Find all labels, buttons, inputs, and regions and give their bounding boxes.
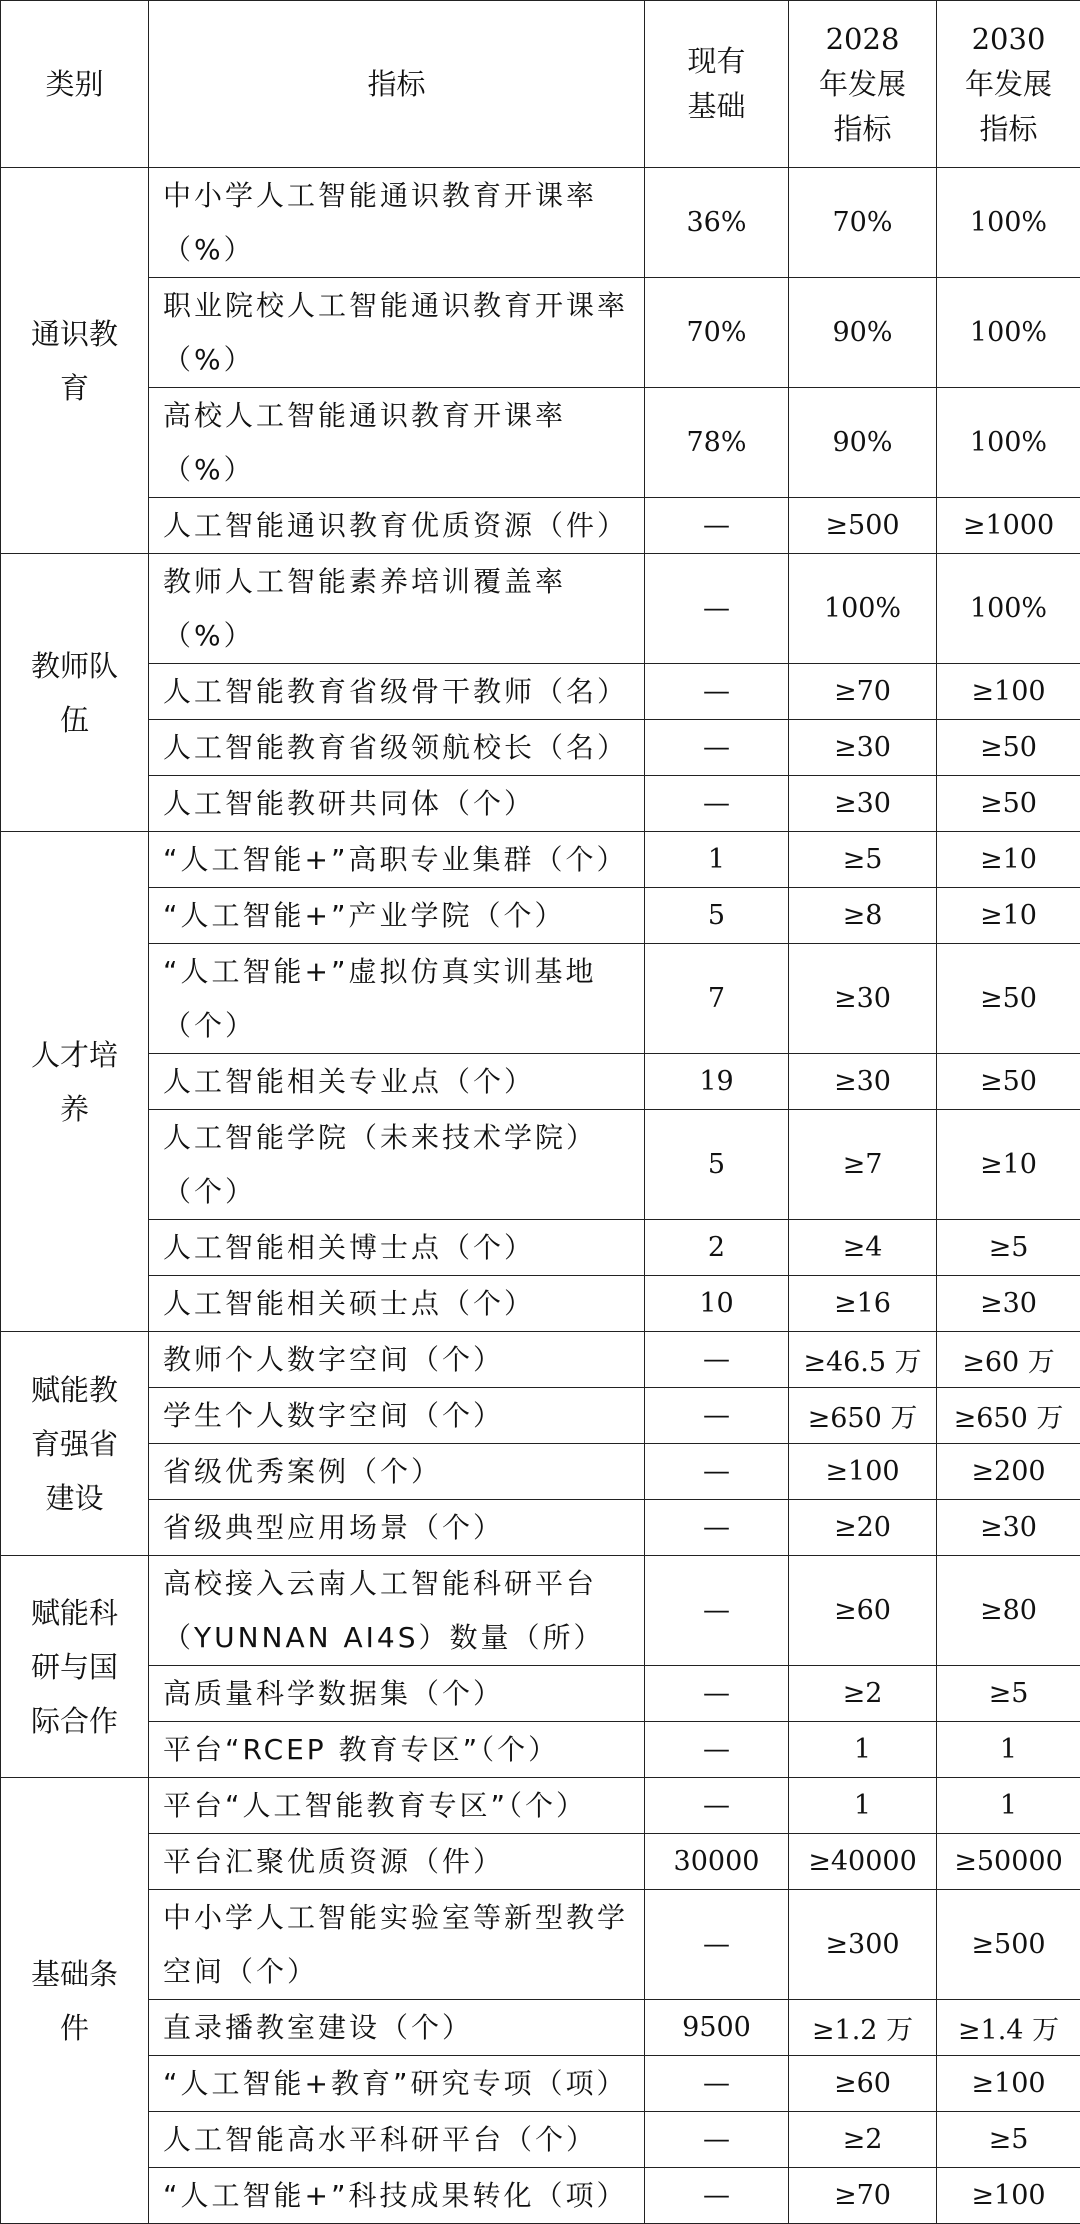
target-2030-cell: ≥30 [937, 1500, 1080, 1556]
baseline-cell: — [645, 2112, 789, 2168]
target-2030-cell: ≥10 [937, 888, 1080, 944]
target-2030-cell: ≥10 [937, 832, 1080, 888]
indicator-cell: 人工智能相关专业点（个） [149, 1054, 645, 1110]
table-row [1, 2112, 1080, 2168]
target-2030-cell: ≥50 [937, 944, 1080, 1054]
header-indicator: 指标 [149, 1, 645, 168]
indicator-cell: 人工智能教研共同体（个） [149, 776, 645, 832]
target-2028-cell: ≥5 [789, 832, 937, 888]
target-2030-cell: ≥50 [937, 776, 1080, 832]
target-2030-cell: 100% [937, 554, 1080, 664]
category-label: 赋能科研与国际合作 [27, 1586, 123, 1748]
target-2028-cell: ≥60 [789, 2056, 937, 2112]
baseline-cell: — [645, 1666, 789, 1722]
header-row [1, 1, 1080, 168]
target-2030-cell: ≥1.4 万 [937, 2000, 1080, 2056]
table-row [1, 1444, 1080, 1500]
baseline-cell: — [645, 1388, 789, 1444]
target-2030-cell: ≥60 万 [937, 1332, 1080, 1388]
indicator-cell: 人工智能相关博士点（个） [149, 1220, 645, 1276]
category-cell [1, 168, 149, 554]
indicator-cell: “人工智能+”虚拟仿真实训基地（个） [149, 944, 645, 1054]
table-row [1, 2000, 1080, 2056]
category-cell [1, 1332, 149, 1556]
target-2030-cell: ≥100 [937, 2056, 1080, 2112]
header-baseline-text: 现有基础 [675, 39, 759, 129]
indicator-cell: 人工智能通识教育优质资源（件） [149, 498, 645, 554]
target-2028-cell: 1 [789, 1722, 937, 1778]
category-label: 赋能教育强省建设 [27, 1363, 123, 1525]
baseline-cell: — [645, 664, 789, 720]
target-2028-cell: ≥4 [789, 1220, 937, 1276]
target-2028-cell: ≥46.5 万 [789, 1332, 937, 1388]
header-target-2028-text: 2028 年发展指标 [811, 17, 915, 152]
indicator-cell: 学生个人数字空间（个） [149, 1388, 645, 1444]
table-row [1, 1110, 1080, 1220]
table-row [1, 664, 1080, 720]
indicator-cell: “人工智能+”高职专业集群（个） [149, 832, 645, 888]
table-row [1, 776, 1080, 832]
baseline-cell: — [645, 1556, 789, 1666]
indicator-cell: 平台“人工智能教育专区”（个） [149, 1778, 645, 1834]
target-2030-cell: ≥100 [937, 2168, 1080, 2224]
category-cell [1, 1778, 149, 2224]
target-2030-cell: ≥10 [937, 1110, 1080, 1220]
baseline-cell: — [645, 720, 789, 776]
table-row [1, 1834, 1080, 1890]
table-row [1, 944, 1080, 1054]
target-2030-cell: ≥100 [937, 664, 1080, 720]
target-2028-cell: ≥2 [789, 2112, 937, 2168]
baseline-cell: — [645, 554, 789, 664]
target-2030-cell: ≥30 [937, 1276, 1080, 1332]
indicator-cell: 人工智能教育省级领航校长（名） [149, 720, 645, 776]
baseline-cell: 9500 [645, 2000, 789, 2056]
table-row [1, 1500, 1080, 1556]
target-2028-cell: ≥20 [789, 1500, 937, 1556]
baseline-cell: 1 [645, 832, 789, 888]
baseline-cell: — [645, 776, 789, 832]
table-row [1, 1666, 1080, 1722]
category-cell [1, 554, 149, 832]
indicator-cell: 高校接入云南人工智能科研平台（YUNNAN AI4S）数量（所） [149, 1556, 645, 1666]
baseline-cell: — [645, 1444, 789, 1500]
indicator-cell: “人工智能+”科技成果转化（项） [149, 2168, 645, 2224]
target-2030-cell: 1 [937, 1778, 1080, 1834]
indicator-cell: 省级典型应用场景（个） [149, 1500, 645, 1556]
indicator-cell: 平台汇聚优质资源（件） [149, 1834, 645, 1890]
target-2030-cell: ≥1000 [937, 498, 1080, 554]
target-2028-cell: 100% [789, 554, 937, 664]
indicator-cell: 职业院校人工智能通识教育开课率（%） [149, 278, 645, 388]
indicator-cell: 教师个人数字空间（个） [149, 1332, 645, 1388]
baseline-cell: 2 [645, 1220, 789, 1276]
target-2028-cell: ≥16 [789, 1276, 937, 1332]
target-2028-cell: ≥70 [789, 664, 937, 720]
target-2030-cell: ≥50 [937, 720, 1080, 776]
indicator-cell: 平台“RCEP 教育专区”（个） [149, 1722, 645, 1778]
target-2028-cell: ≥30 [789, 1054, 937, 1110]
indicator-cell: “人工智能+”产业学院（个） [149, 888, 645, 944]
target-2028-cell: ≥60 [789, 1556, 937, 1666]
target-2028-cell: ≥7 [789, 1110, 937, 1220]
table-row [1, 1220, 1080, 1276]
header-target-2030-text: 2030 年发展指标 [957, 17, 1061, 152]
target-2028-cell: ≥30 [789, 776, 937, 832]
table-row [1, 720, 1080, 776]
target-2028-cell: ≥70 [789, 2168, 937, 2224]
category-label: 通识教育 [27, 307, 123, 415]
header-baseline [645, 1, 789, 168]
table-row [1, 1778, 1080, 1834]
baseline-cell: 10 [645, 1276, 789, 1332]
target-2030-cell: ≥5 [937, 1220, 1080, 1276]
table-row [1, 554, 1080, 664]
baseline-cell: 70% [645, 278, 789, 388]
table-row [1, 832, 1080, 888]
target-2028-cell: ≥650 万 [789, 1388, 937, 1444]
table-row [1, 1276, 1080, 1332]
target-2028-cell: 1 [789, 1778, 937, 1834]
baseline-cell: 36% [645, 168, 789, 278]
indicator-cell: 高校人工智能通识教育开课率（%） [149, 388, 645, 498]
table-row [1, 1054, 1080, 1110]
indicator-cell: “人工智能+教育”研究专项（项） [149, 2056, 645, 2112]
baseline-cell: — [645, 1500, 789, 1556]
indicator-cell: 中小学人工智能实验室等新型教学空间（个） [149, 1890, 645, 2000]
indicator-cell: 教师人工智能素养培训覆盖率（%） [149, 554, 645, 664]
target-2030-cell: 100% [937, 388, 1080, 498]
target-2030-cell: ≥200 [937, 1444, 1080, 1500]
target-2030-cell: ≥80 [937, 1556, 1080, 1666]
table-row [1, 388, 1080, 498]
baseline-cell: 5 [645, 888, 789, 944]
baseline-cell: — [645, 1778, 789, 1834]
header-category: 类别 [1, 1, 149, 168]
target-2030-cell: ≥650 万 [937, 1388, 1080, 1444]
target-2028-cell: ≥1.2 万 [789, 2000, 937, 2056]
target-2030-cell: 100% [937, 278, 1080, 388]
target-2028-cell: ≥2 [789, 1666, 937, 1722]
table-row [1, 1722, 1080, 1778]
target-2030-cell: ≥500 [937, 1890, 1080, 2000]
header-target-2028 [789, 1, 937, 168]
target-2028-cell: ≥300 [789, 1890, 937, 2000]
target-2028-cell: ≥500 [789, 498, 937, 554]
baseline-cell: — [645, 1332, 789, 1388]
table-row [1, 498, 1080, 554]
category-cell [1, 1556, 149, 1778]
indicator-cell: 人工智能教育省级骨干教师（名） [149, 664, 645, 720]
baseline-cell: — [645, 1890, 789, 2000]
indicator-cell: 人工智能相关硕士点（个） [149, 1276, 645, 1332]
table-row [1, 1556, 1080, 1666]
table-row [1, 2168, 1080, 2224]
target-2030-cell: 1 [937, 1722, 1080, 1778]
baseline-cell: — [645, 1722, 789, 1778]
category-label: 教师队伍 [27, 639, 123, 747]
table-row [1, 1890, 1080, 2000]
table-body [1, 168, 1080, 2224]
baseline-cell: — [645, 498, 789, 554]
target-2028-cell: ≥30 [789, 944, 937, 1054]
baseline-cell: — [645, 2056, 789, 2112]
table-row [1, 888, 1080, 944]
target-2028-cell: 90% [789, 278, 937, 388]
indicator-cell: 人工智能学院（未来技术学院）（个） [149, 1110, 645, 1220]
table-row [1, 1332, 1080, 1388]
indicator-cell: 高质量科学数据集（个） [149, 1666, 645, 1722]
header-target-2030 [937, 1, 1080, 168]
target-2030-cell: ≥50 [937, 1054, 1080, 1110]
target-2028-cell: 70% [789, 168, 937, 278]
target-2030-cell: ≥5 [937, 1666, 1080, 1722]
table-row [1, 278, 1080, 388]
target-2028-cell: ≥40000 [789, 1834, 937, 1890]
indicator-cell: 省级优秀案例（个） [149, 1444, 645, 1500]
indicator-cell: 人工智能高水平科研平台（个） [149, 2112, 645, 2168]
target-2030-cell: ≥50000 [937, 1834, 1080, 1890]
table-row [1, 2056, 1080, 2112]
indicator-cell: 中小学人工智能通识教育开课率（%） [149, 168, 645, 278]
baseline-cell: 7 [645, 944, 789, 1054]
target-2028-cell: 90% [789, 388, 937, 498]
table-row [1, 1388, 1080, 1444]
target-2030-cell: 100% [937, 168, 1080, 278]
baseline-cell: 30000 [645, 1834, 789, 1890]
indicator-cell: 直录播教室建设（个） [149, 2000, 645, 2056]
baseline-cell: — [645, 2168, 789, 2224]
baseline-cell: 19 [645, 1054, 789, 1110]
category-cell [1, 832, 149, 1332]
table-row [1, 168, 1080, 278]
target-2028-cell: ≥30 [789, 720, 937, 776]
target-2030-cell: ≥5 [937, 2112, 1080, 2168]
target-2028-cell: ≥100 [789, 1444, 937, 1500]
baseline-cell: 5 [645, 1110, 789, 1220]
baseline-cell: 78% [645, 388, 789, 498]
category-label: 基础条件 [27, 1947, 123, 2055]
category-label: 人才培养 [27, 1028, 123, 1136]
target-2028-cell: ≥8 [789, 888, 937, 944]
